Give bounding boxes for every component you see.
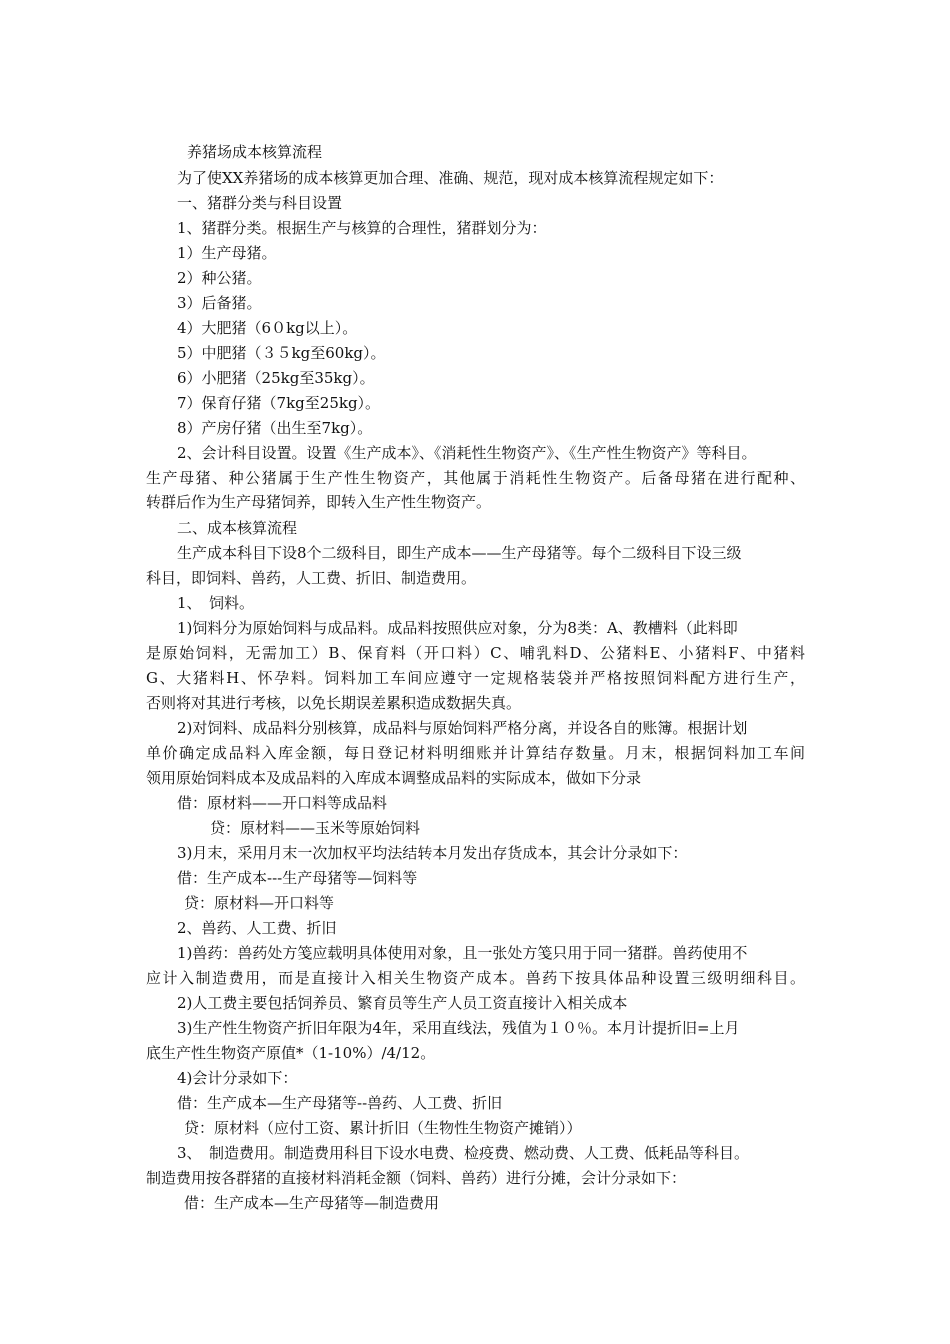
paragraph-line: 2)对饲料、成品料分别核算，成品料与原始饲料严格分离，并设各自的账簿。根据计划 (177, 719, 748, 737)
paragraph-line: 1)兽药：兽药处方笺应载明具体使用对象，且一张处方笺只用于同一猪群。兽药使用不 (177, 944, 748, 962)
paragraph-line: 应计入制造费用，而是直接计入相关生物资产成本。兽药下按具体品种设置三级明细科目。 (146, 969, 805, 987)
document-title: 养猪场成本核算流程 (187, 143, 323, 161)
journal-entry: 贷：原材料—开口料等 (184, 894, 335, 912)
paragraph-line: 领用原始饲料成本及成品料的入库成本调整成品料的实际成本，做如下分录 (146, 769, 642, 787)
paragraph-line: 4)会计分录如下： (177, 1069, 298, 1087)
paragraph-line: 是原始饲料，无需加工）B、保育料（开口料）C、哺乳料D、公猪料E、小猪料F、中猪料 (146, 644, 805, 662)
paragraph-line: 生产成本科目下设8个二级科目，即生产成本——生产母猪等。每个二级科目下设三级 (177, 544, 742, 562)
paragraph-line: 转群后作为生产母猪饲养，即转入生产性生物资产。 (146, 493, 492, 511)
journal-entry: 贷：原材料（应付工资、累计折旧（生物性生物资产摊销）） (184, 1119, 582, 1137)
subsection-heading: 3、 制造费用。制造费用科目下设水电费、检疫费、燃动费、人工费、低耗品等科目。 (177, 1144, 750, 1162)
paragraph-line: G、大猪料H、怀孕料。饲料加工车间应遵守一定规格装袋并严格按照饲料配方进行生产， (146, 669, 805, 687)
journal-entry: 借：原材料——开口料等成品料 (177, 794, 388, 812)
subsection-heading: 2、兽药、人工费、折旧 (177, 919, 337, 937)
paragraph-line: 1)饲料分为原始饲料与成品料。成品料按照供应对象，分为8类：A、教槽料（此料即 (177, 619, 738, 637)
journal-entry: 借：生产成本—生产母猪等—制造费用 (184, 1194, 440, 1212)
paragraph-line: 底生产性生物资产原值*（1-10%）/4/12。 (146, 1044, 436, 1062)
paragraph-line: 2、会计科目设置。设置《生产成本》、《消耗性生物资产》、《生产性生物资产》等科目。 (177, 444, 757, 462)
paragraph-line: 1、猪群分类。根据生产与核算的合理性，猪群划分为： (177, 219, 547, 237)
journal-entry: 贷：原材料——玉米等原始饲料 (210, 819, 421, 837)
paragraph-line: 制造费用按各群猪的直接材料消耗金额（饲料、兽药）进行分摊，会计分录如下： (146, 1169, 687, 1187)
list-item: 6）小肥猪（25kg至35kg）。 (177, 369, 375, 387)
list-item: 4）大肥猪（6０kg以上）。 (177, 319, 358, 337)
paragraph-line: 3)生产性生物资产折旧年限为4年，采用直线法，残值为１０％。本月计提折旧=上月 (177, 1019, 740, 1037)
paragraph-line: 科目，即饲料、兽药，人工费、折旧、制造费用。 (146, 569, 477, 587)
subsection-heading: 1、 饲料。 (177, 594, 255, 612)
paragraph-line: 单价确定成品料入库金额，每日登记材料明细账并计算结存数量。月末，根据饲料加工车间 (146, 744, 805, 762)
paragraph-line: 2)人工费主要包括饲养员、繁育员等生产人员工资直接计入相关成本 (177, 994, 628, 1012)
list-item: 2）种公猪。 (177, 269, 262, 287)
journal-entry: 借：生产成本—生产母猪等--兽药、人工费、折旧 (177, 1094, 503, 1112)
paragraph-line: 3)月末，采用月末一次加权平均法结转本月发出存货成本，其会计分录如下： (177, 844, 688, 862)
paragraph-line: 否则将对其进行考核，以免长期误差累积造成数据失真。 (146, 694, 522, 712)
list-item: 5）中肥猪（３５kg至60kg）。 (177, 344, 386, 362)
journal-entry: 借：生产成本---生产母猪等—饲料等 (177, 869, 418, 887)
list-item: 1）生产母猪。 (177, 244, 277, 262)
list-item: 3）后备猪。 (177, 294, 262, 312)
section-heading: 一、猪群分类与科目设置 (177, 194, 343, 212)
section-heading: 二、成本核算流程 (177, 519, 298, 537)
paragraph-line: 生产母猪、种公猪属于生产性生物资产，其他属于消耗性生物资产。后备母猪在进行配种、 (146, 469, 805, 487)
list-item: 8）产房仔猪（出生至7kg）。 (177, 419, 373, 437)
list-item: 7）保育仔猪（7kg至25kg）。 (177, 394, 381, 412)
paragraph-line: 为了使XX养猪场的成本核算更加合理、准确、规范，现对成本核算流程规定如下： (177, 169, 724, 187)
